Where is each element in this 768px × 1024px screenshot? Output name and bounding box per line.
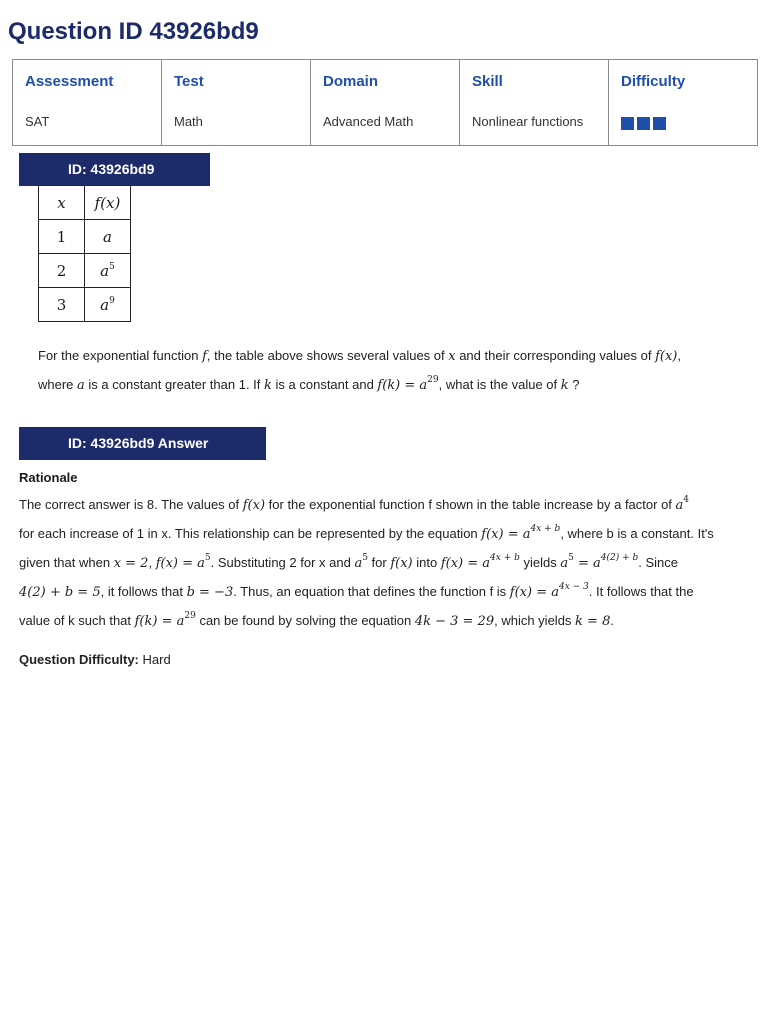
test-label: Test bbox=[174, 73, 204, 90]
answer-id-banner: ID: 43926bd9 Answer bbox=[19, 427, 266, 460]
rationale-heading: Rationale bbox=[19, 470, 78, 485]
meta-domain bbox=[311, 60, 460, 146]
skill-label: Skill bbox=[472, 73, 503, 90]
table-row bbox=[39, 220, 131, 254]
assessment-value: SAT bbox=[25, 114, 50, 129]
function-value-table bbox=[38, 185, 131, 322]
table-row bbox=[39, 288, 131, 322]
difficulty-bar bbox=[621, 117, 634, 130]
meta-difficulty bbox=[609, 60, 758, 146]
table-row bbox=[39, 254, 131, 288]
question-id-banner: ID: 43926bd9 bbox=[19, 153, 210, 186]
table-header-fx: f(x) bbox=[85, 186, 131, 220]
table-cell-x: 2 bbox=[39, 254, 85, 288]
table-header-x: x bbox=[39, 186, 85, 220]
assessment-label: Assessment bbox=[25, 73, 114, 90]
difficulty-bar bbox=[637, 117, 650, 130]
domain-label: Domain bbox=[323, 73, 379, 90]
skill-value: Nonlinear functions bbox=[472, 114, 584, 129]
difficulty-value: Hard bbox=[142, 652, 171, 667]
question-meta-table bbox=[12, 59, 758, 146]
page-title: Question ID 43926bd9 bbox=[8, 18, 259, 45]
difficulty-indicator bbox=[621, 117, 745, 130]
table-cell-x: 3 bbox=[39, 288, 85, 322]
difficulty-bar bbox=[653, 117, 666, 130]
meta-assessment bbox=[13, 60, 162, 146]
table-cell-x: 1 bbox=[39, 220, 85, 254]
meta-skill bbox=[460, 60, 609, 146]
question-stem: For the exponential function f, the table above shows several values of x and their corresponding values of f(x), where a is a constant greater than 1. If k is a constant and $f(k) = a^{29}$, what is the value of k ? bbox=[38, 348, 681, 393]
table-cell-fx: $a^5$ bbox=[85, 254, 131, 288]
table-cell-fx: $a^9$ bbox=[85, 288, 131, 322]
rationale-text: The correct answer is 8. The values of f(x) for the exponential function f shown in the table increase by a factor of $a^4$ for each increase of 1 in x. This relationship can be represented by the equation $f(x) = a^{4x + b}$, where b is a constant. It's given that when x = 2, $f(x) = a^5$. Substituting 2 for x and $a^5$ for f(x) into $f(x) = a^{4x + b}$ yields $a^5 = a^{4(2) + b}$. Since 4(2) + b = 5, it follows that b = −3. Thus, an equation that defines the function f is $f(x) = a^{4x - 3}$. It follows that the value of k such that $f(k) = a^{29}$ can be found by solving the equation 4k − 3 = 29, which yields k = 8. bbox=[19, 495, 714, 629]
domain-value: Advanced Math bbox=[323, 114, 414, 129]
difficulty-label: Question Difficulty: bbox=[19, 652, 139, 667]
meta-test bbox=[162, 60, 311, 146]
table-cell-fx: a bbox=[85, 220, 131, 254]
difficulty-label: Difficulty bbox=[621, 73, 686, 90]
test-value: Math bbox=[174, 114, 203, 129]
question-difficulty bbox=[19, 652, 171, 667]
